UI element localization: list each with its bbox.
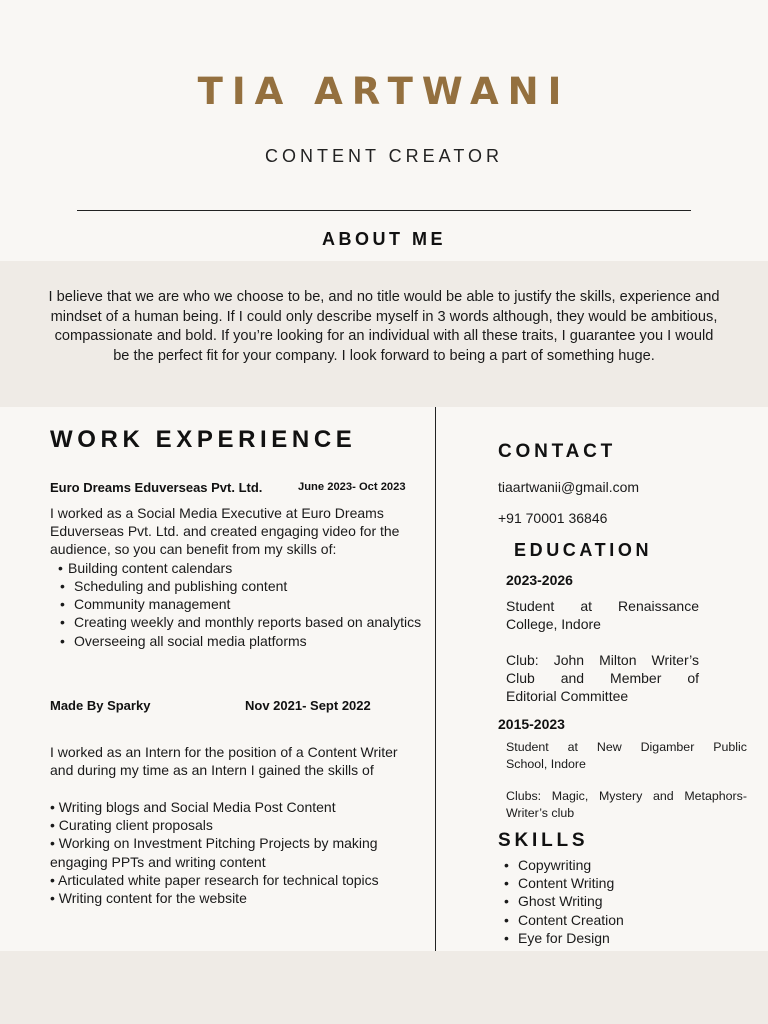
footer-band — [0, 951, 768, 1024]
header-divider — [77, 210, 691, 211]
job-skill-list — [50, 798, 422, 907]
education-school — [506, 739, 747, 772]
club-line: Club: John Milton Writer’s — [506, 652, 699, 668]
education-school — [506, 597, 699, 633]
club-line: Club and Member of — [506, 670, 699, 687]
job-company: Euro Dreams Eduverseas Pvt. Ltd. — [50, 480, 263, 495]
job-description: I worked as an Intern for the position of a Content Writer and during my time as an Intern I gained the skills of — [50, 744, 398, 779]
education-years: 2015-2023 — [498, 716, 565, 732]
list-item: • Writing content for the website — [50, 889, 422, 907]
list-item: • Writing blogs and Social Media Post Content — [50, 798, 422, 816]
school-line: College, Indore — [506, 616, 601, 633]
skill-item: • Content Writing — [494, 874, 744, 892]
list-item: • Overseeing all social media platforms — [50, 632, 422, 650]
club-line: Editorial Committee — [506, 688, 629, 705]
club-line: Clubs: Magic, Mystery and Metaphors- — [506, 789, 747, 803]
education-years: 2023-2026 — [506, 572, 573, 588]
job-dates: Nov 2021- Sept 2022 — [245, 698, 371, 713]
list-item: • Scheduling and publishing content — [50, 577, 422, 595]
skill-item: • Eye for Design — [494, 929, 744, 947]
contact-email[interactable]: tiaartwanii@gmail.com — [498, 479, 640, 495]
skills-list — [494, 856, 744, 947]
skill-item: • Ghost Writing — [494, 892, 744, 910]
list-item: • Creating weekly and monthly reports based on analytics — [50, 613, 422, 631]
school-line: Student at Renaissance — [506, 598, 699, 614]
contact-phone: +91 70001 36846 — [498, 510, 608, 526]
school-line: School, Indore — [506, 756, 586, 771]
list-item: • Building content calendars — [50, 559, 422, 577]
skill-item: • Copywriting — [494, 856, 744, 874]
club-line: Writer’s club — [506, 805, 575, 820]
school-line: Student at New Digamber Public — [506, 740, 747, 754]
list-item: • Articulated white paper research for technical topics — [50, 871, 422, 889]
list-item: • Community management — [50, 595, 422, 613]
education-heading: EDUCATION — [514, 540, 653, 560]
work-experience-heading: WORK EXPERIENCE — [50, 426, 357, 453]
about-text: I believe that we are who we choose to be, and no title would be able to justify the skills, experience and mindset of a human being. If I could only describe myself in 3 words although, they would be ambitious, compassionate and bold. If you’re looking for an individual with all these traits, I guarantee you I would be the perfect fit for your company. I look forward to being a part of something huge. — [48, 289, 720, 364]
education-club — [506, 788, 747, 821]
contact-heading: CONTACT — [498, 441, 617, 462]
job-company: Made By Sparky — [50, 698, 151, 713]
about-heading: ABOUT ME — [322, 229, 446, 249]
job-dates: June 2023- Oct 2023 — [298, 481, 406, 493]
skill-item: • Content Creation — [494, 911, 744, 929]
job-title: CONTENT CREATOR — [264, 146, 503, 166]
job-description: I worked as a Social Media Executive at Euro Dreams Eduverseas Pvt. Ltd. and created engaging video for the audience, so you can benefit from my skills of: — [50, 505, 400, 558]
resume-name: TIA ARTWANI — [197, 70, 571, 113]
column-divider — [435, 407, 436, 951]
list-item: • Curating client proposals — [50, 816, 422, 834]
job-skill-list — [50, 559, 422, 577]
job-skill-list — [50, 577, 422, 650]
list-item: • Working on Investment Pitching Projects by making engaging PPTs and writing content — [50, 834, 422, 870]
education-club — [506, 651, 699, 706]
skills-heading: SKILLS — [498, 830, 589, 851]
